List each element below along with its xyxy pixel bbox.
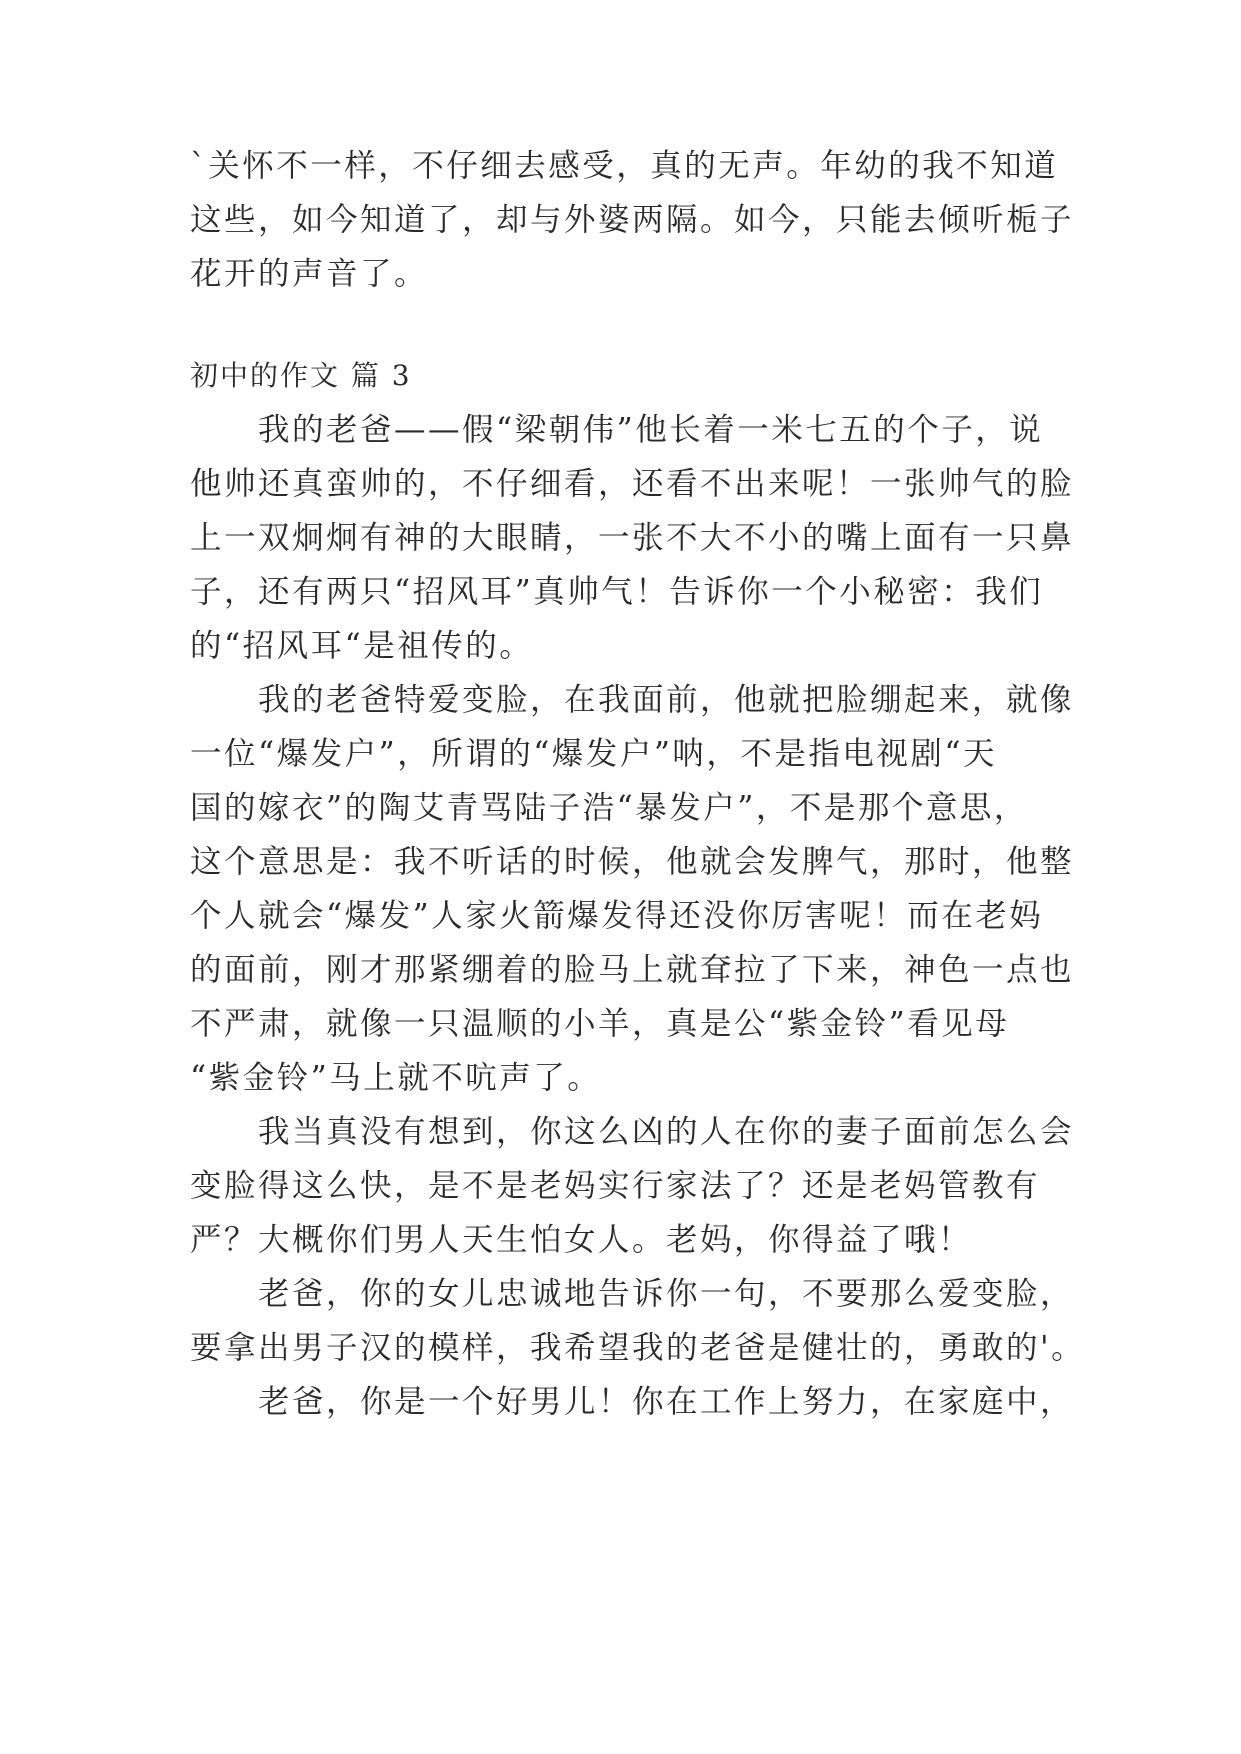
- text-line: 老爸，你是一个好男儿！你在工作上努力，在家庭中，: [258, 1384, 1075, 1420]
- text-line: 的“招风耳“是祖传的。: [190, 628, 534, 664]
- text-line: 这个意思是：我不听话的时候，他就会发脾气，那时，他整: [190, 844, 1075, 880]
- section-heading: 初中的作文 篇 3: [190, 359, 412, 392]
- text-line: 的面前，刚才那紧绷着的脸马上就耷拉了下来，神色一点也: [190, 952, 1075, 988]
- text-line: 花开的声音了。: [190, 256, 429, 292]
- text-line: 子，还有两只“招风耳”真帅气！告诉你一个小秘密：我们: [190, 574, 1044, 610]
- text-line: 变脸得这么快，是不是老妈实行家法了？还是老妈管教有: [190, 1168, 1041, 1204]
- text-line: 我的老爸特爱变脸，在我面前，他就把脸绷起来，就像: [258, 682, 1075, 718]
- text-line: 我的老爸——假“梁朝伟”他长着一米七五的个子，说: [258, 412, 1044, 448]
- text-line: 上一双炯炯有神的大眼睛，一张不大不小的嘴上面有一只鼻: [190, 520, 1075, 556]
- text-line: 我当真没有想到，你这么凶的人在你的妻子面前怎么会: [258, 1114, 1075, 1150]
- text-line: 他帅还真蛮帅的，不仔细看，还看不出来呢！一张帅气的脸: [190, 466, 1075, 502]
- text-line: “紫金铃”马上就不吭声了。: [190, 1060, 602, 1096]
- text-line: 一位“爆发户”，所谓的“爆发户”呐，不是指电视剧“天: [190, 736, 998, 772]
- text-line: 严？大概你们男人天生怕女人。老妈，你得益了哦！: [190, 1222, 973, 1258]
- text-line: 国的嫁衣”的陶艾青骂陆子浩“暴发户”，不是那个意思，: [190, 790, 1028, 826]
- text-line: 个人就会“爆发”人家火箭爆发得还没你厉害呢！而在老妈: [190, 898, 1044, 934]
- text-line: 这些，如今知道了，却与外婆两隔。如今，只能去倾听栀子: [190, 202, 1075, 238]
- text-line: 老爸，你的女儿忠诚地告诉你一句，不要那么爱变脸，: [258, 1276, 1075, 1312]
- text-line: 不严肃，就像一只温顺的小羊，真是公“紫金铃”看见母: [190, 1006, 1010, 1042]
- text-line: 要拿出男子汉的模样，我希望我的老爸是健壮的，勇敢的'。: [190, 1330, 1086, 1366]
- text-line: `关怀不一样，不仔细去感受，真的无声。年幼的我不知道: [190, 148, 1059, 184]
